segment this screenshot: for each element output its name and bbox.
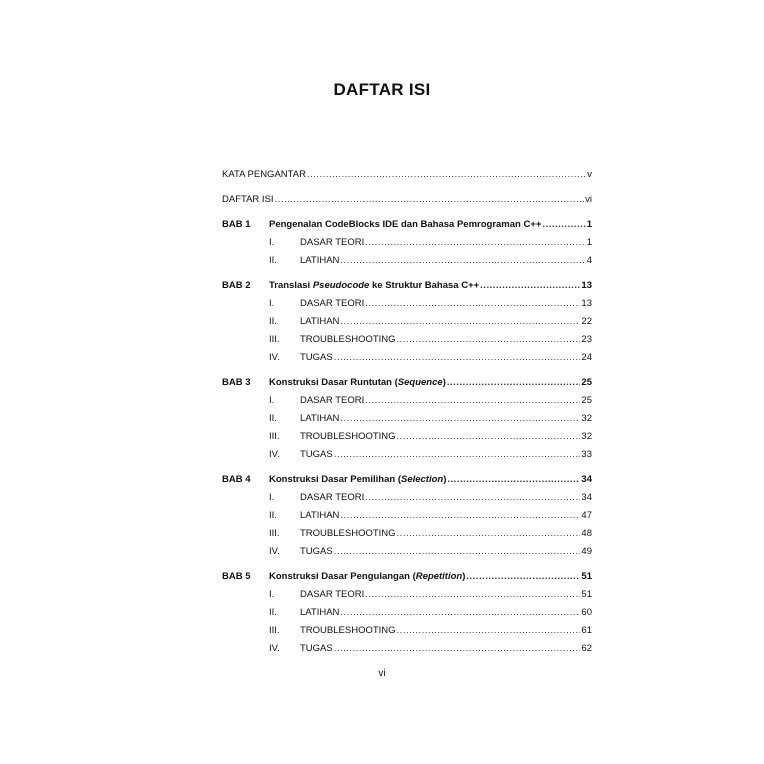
section-number: IV.	[269, 449, 280, 460]
chapter-page: 25	[581, 377, 592, 388]
toc-section[interactable]	[222, 586, 592, 604]
section-number: III.	[269, 625, 280, 636]
italic-term: Sequence	[397, 377, 443, 388]
section-label: TUGAS	[300, 352, 333, 363]
dot-leader	[365, 489, 580, 507]
section-label: TROUBLESHOOTING	[300, 625, 396, 636]
section-page: 4	[586, 255, 592, 266]
page-number: vi	[378, 668, 386, 679]
chapter-code: BAB 2	[222, 280, 251, 291]
section-page: 51	[581, 589, 592, 600]
section-number: I.	[269, 298, 275, 309]
section-label: DASAR TEORI	[300, 492, 365, 503]
dot-leader	[397, 525, 581, 543]
toc-section[interactable]	[222, 507, 592, 525]
section-number: III.	[269, 334, 280, 345]
dot-leader	[365, 234, 585, 252]
section-number: II.	[269, 607, 277, 618]
section-number: II.	[269, 255, 277, 266]
toc-entry-page: v	[587, 169, 592, 180]
toc-entry-label: KATA PENGANTAR	[222, 169, 306, 180]
toc-section[interactable]	[222, 622, 592, 640]
section-page: 49	[581, 546, 592, 557]
chapter-page: 51	[581, 571, 592, 582]
section-number: II.	[269, 510, 277, 521]
toc-entry-daftar-isi[interactable]	[222, 191, 592, 209]
dot-leader	[340, 507, 580, 525]
section-label: LATIHAN	[300, 255, 340, 266]
section-number: II.	[269, 316, 277, 327]
dot-leader	[334, 349, 581, 367]
toc-section[interactable]	[222, 234, 592, 252]
toc-chapter-1[interactable]	[222, 216, 592, 234]
section-page: 48	[581, 528, 592, 539]
section-number: IV.	[269, 546, 280, 557]
dot-leader	[340, 252, 585, 270]
chapter-page: 1	[586, 219, 592, 230]
section-number: I.	[269, 237, 275, 248]
section-label: DASAR TEORI	[300, 237, 365, 248]
toc-section[interactable]	[222, 489, 592, 507]
toc-chapter-2[interactable]	[222, 277, 592, 295]
section-number: I.	[269, 492, 275, 503]
section-number: IV.	[269, 643, 280, 654]
table-of-contents	[222, 166, 592, 658]
section-page: 22	[581, 316, 592, 327]
chapter-title: Konstruksi Dasar Pengulangan (Repetition)	[269, 571, 466, 582]
section-page: 13	[581, 298, 592, 309]
toc-section[interactable]	[222, 410, 592, 428]
toc-section[interactable]	[222, 446, 592, 464]
section-number: IV.	[269, 352, 280, 363]
section-page: 24	[581, 352, 592, 363]
section-number: II.	[269, 413, 277, 424]
section-label: TROUBLESHOOTING	[300, 334, 396, 345]
section-page: 61	[581, 625, 592, 636]
dot-leader	[340, 604, 580, 622]
dot-leader	[275, 191, 585, 209]
toc-section[interactable]	[222, 313, 592, 331]
section-label: LATIHAN	[300, 413, 340, 424]
section-number: III.	[269, 431, 280, 442]
section-label: TUGAS	[300, 546, 333, 557]
toc-section[interactable]	[222, 392, 592, 410]
toc-section[interactable]	[222, 604, 592, 622]
toc-entry-label: DAFTAR ISI	[222, 194, 274, 205]
dot-leader	[340, 410, 580, 428]
dot-leader	[334, 543, 581, 561]
section-label: TUGAS	[300, 643, 333, 654]
toc-chapter-4[interactable]	[222, 471, 592, 489]
dot-leader	[365, 586, 580, 604]
section-label: TUGAS	[300, 449, 333, 460]
section-number: I.	[269, 395, 275, 406]
toc-chapter-5[interactable]	[222, 568, 592, 586]
section-label: DASAR TEORI	[300, 395, 365, 406]
section-label: LATIHAN	[300, 607, 340, 618]
dot-leader	[334, 446, 581, 464]
chapter-page: 34	[581, 474, 592, 485]
dot-leader	[397, 331, 581, 349]
section-number: III.	[269, 528, 280, 539]
section-label: LATIHAN	[300, 316, 340, 327]
dot-leader	[447, 374, 581, 392]
dot-leader	[307, 166, 586, 184]
chapter-page: 13	[581, 280, 592, 291]
italic-term: Repetition	[415, 571, 463, 582]
section-page: 32	[581, 413, 592, 424]
italic-term: Selection	[400, 474, 444, 485]
chapter-title: Konstruksi Dasar Runtutan (Sequence)	[269, 377, 446, 388]
section-number: I.	[269, 589, 275, 600]
dot-leader	[340, 313, 580, 331]
toc-section[interactable]	[222, 428, 592, 446]
toc-entry-kata-pengantar[interactable]	[222, 166, 592, 184]
section-page: 34	[581, 492, 592, 503]
toc-chapter-3[interactable]	[222, 374, 592, 392]
section-page: 60	[581, 607, 592, 618]
dot-leader	[466, 568, 580, 586]
toc-entry-page: vi	[585, 194, 592, 205]
toc-section[interactable]	[222, 525, 592, 543]
chapter-code: BAB 4	[222, 474, 251, 485]
chapter-title: Konstruksi Dasar Pemilihan (Selection)	[269, 474, 447, 485]
section-label: DASAR TEORI	[300, 589, 365, 600]
section-page: 47	[581, 510, 592, 521]
section-label: DASAR TEORI	[300, 298, 365, 309]
italic-term: Pseudocode	[312, 280, 370, 291]
chapter-title: Pengenalan CodeBlocks IDE dan Bahasa Pemrograman C++	[269, 219, 542, 230]
toc-section[interactable]	[222, 349, 592, 367]
page-title: DAFTAR ISI	[333, 80, 431, 99]
section-label: LATIHAN	[300, 510, 340, 521]
section-page: 33	[581, 449, 592, 460]
dot-leader	[480, 277, 580, 295]
toc-section[interactable]	[222, 295, 592, 313]
section-page: 32	[581, 431, 592, 442]
section-page: 25	[581, 395, 592, 406]
dot-leader	[447, 471, 580, 489]
section-page: 62	[581, 643, 592, 654]
chapter-code: BAB 5	[222, 571, 251, 582]
toc-section[interactable]	[222, 252, 592, 270]
toc-section[interactable]	[222, 640, 592, 658]
toc-section[interactable]	[222, 331, 592, 349]
toc-section[interactable]	[222, 543, 592, 561]
section-page: 23	[581, 334, 592, 345]
chapter-code: BAB 1	[222, 219, 251, 230]
dot-leader	[365, 392, 580, 410]
chapter-code: BAB 3	[222, 377, 251, 388]
section-label: TROUBLESHOOTING	[300, 528, 396, 539]
dot-leader	[397, 428, 581, 446]
section-label: TROUBLESHOOTING	[300, 431, 396, 442]
section-page: 1	[586, 237, 592, 248]
dot-leader	[542, 216, 585, 234]
dot-leader	[334, 640, 581, 658]
chapter-title: Translasi Pseudocode ke Struktur Bahasa C++	[269, 280, 480, 291]
dot-leader	[397, 622, 581, 640]
dot-leader	[365, 295, 580, 313]
